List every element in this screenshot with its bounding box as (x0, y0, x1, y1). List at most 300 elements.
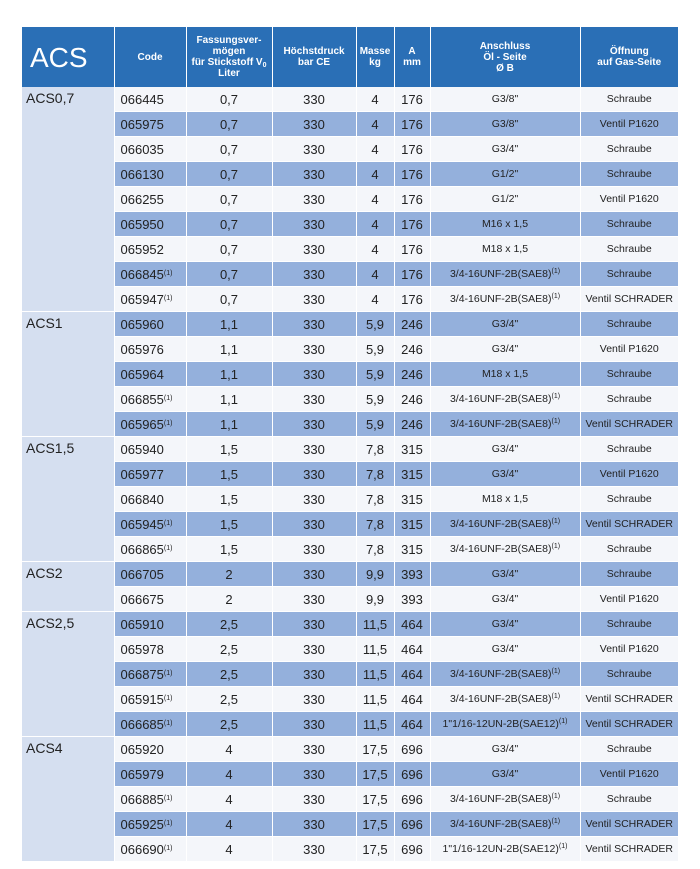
code-cell (114, 212, 186, 237)
volume-cell-text: 1,1 (219, 416, 239, 432)
table-body (22, 87, 678, 862)
pressure-cell (272, 662, 356, 687)
volume-cell (186, 312, 272, 337)
oil-connection-cell-text: G3/4" (491, 768, 519, 780)
a-dimension-cell (394, 337, 430, 362)
table-row (22, 312, 678, 337)
gas-opening-cell-text: Schraube (606, 793, 652, 805)
pressure-cell-text: 330 (303, 141, 325, 157)
oil-connection-cell-text: G3/4" (491, 618, 519, 630)
gas-opening-cell (580, 612, 678, 637)
mass-cell (356, 462, 394, 487)
oil-connection-cell (430, 287, 580, 312)
code-cell (114, 737, 186, 762)
footnote-marker: (1) (551, 543, 561, 550)
pressure-cell-text: 330 (303, 491, 325, 507)
volume-cell (186, 687, 272, 712)
code-cell (114, 312, 186, 337)
table-row (22, 837, 678, 862)
volume-cell-text: 0,7 (219, 91, 239, 107)
pressure-cell (272, 787, 356, 812)
gas-opening-cell (580, 162, 678, 187)
oil-connection-cell-text: 3/4-16UNF-2B(SAE8) (449, 268, 552, 280)
capacity-column-header (186, 27, 272, 87)
volume-cell-text: 0,7 (219, 116, 239, 132)
a-dimension-cell-text: 176 (401, 216, 423, 232)
oil-connection-cell-text: M18 x 1,5 (481, 368, 529, 380)
oil-connection-cell-text: G3/4" (491, 143, 519, 155)
oil-connection-cell-text: G1/2" (491, 168, 519, 180)
oil-connection-cell (430, 212, 580, 237)
a-dimension-cell-text: 464 (401, 666, 423, 682)
code-cell (114, 487, 186, 512)
volume-cell (186, 437, 272, 462)
mass-cell (356, 587, 394, 612)
code-cell-text: 065975 (120, 116, 164, 132)
oil-connection-cell-text: 3/4-16UNF-2B(SAE8) (449, 818, 552, 830)
code-cell (114, 387, 186, 412)
mass-cell (356, 287, 394, 312)
code-cell (114, 262, 186, 287)
volume-cell-text: 1,5 (219, 466, 239, 482)
oil-connection-cell-text: G3/4" (491, 568, 519, 580)
oil-connection-cell (430, 612, 580, 637)
table-row (22, 362, 678, 387)
a-dimension-cell (394, 712, 430, 737)
footnote-marker: (1) (551, 693, 561, 700)
volume-cell-text: 1,5 (219, 491, 239, 507)
oil-connection-cell-text: G3/8" (491, 93, 519, 105)
footnote-marker: (1) (551, 418, 561, 425)
volume-cell (186, 537, 272, 562)
footnote-marker: (1) (551, 293, 561, 300)
volume-cell-text: 4 (225, 841, 233, 857)
gas-opening-cell-text: Schraube (606, 668, 652, 680)
code-cell (114, 687, 186, 712)
volume-cell-text: 2,5 (219, 616, 239, 632)
volume-cell (186, 787, 272, 812)
pressure-cell-text: 330 (303, 766, 325, 782)
mass-cell (356, 87, 394, 112)
pressure-cell (272, 137, 356, 162)
volume-cell-text: 2,5 (219, 716, 239, 732)
mass-cell (356, 687, 394, 712)
volume-cell (186, 762, 272, 787)
code-cell-text: 066035 (120, 141, 164, 157)
a-dimension-cell-text: 696 (401, 791, 423, 807)
a-dimension-cell-text: 315 (401, 491, 423, 507)
mass-cell-text: 9,9 (365, 566, 385, 582)
gas-opening-cell-text: Schraube (606, 143, 652, 155)
a-dimension-cell-text: 176 (401, 141, 423, 157)
mass-cell-text: 17,5 (362, 741, 388, 757)
gas-opening-cell-text: Ventil P1620 (599, 118, 659, 130)
mass-cell (356, 562, 394, 587)
pressure-cell-text: 330 (303, 741, 325, 757)
mass-cell (356, 637, 394, 662)
footnote-marker: (1) (551, 668, 561, 675)
code-cell-text: 065920 (120, 741, 164, 757)
a-dimension-cell (394, 587, 430, 612)
table-row (22, 762, 678, 787)
table-row (22, 112, 678, 137)
oil-connection-cell (430, 587, 580, 612)
oil-connection-cell-text: M18 x 1,5 (481, 243, 529, 255)
gas-opening-cell-text: Ventil SCHRADER (585, 293, 674, 305)
volume-cell (186, 837, 272, 862)
mass-cell (356, 137, 394, 162)
code-cell (114, 837, 186, 862)
pressure-cell (272, 587, 356, 612)
gas-opening-cell-text: Ventil SCHRADER (585, 418, 674, 430)
volume-cell-text: 1,5 (219, 441, 239, 457)
pressure-header-line2: bar CE (297, 57, 331, 68)
volume-cell (186, 337, 272, 362)
code-cell-text: 066875 (120, 666, 164, 682)
table-row (22, 487, 678, 512)
code-cell (114, 787, 186, 812)
volume-cell-text: 0,7 (219, 266, 239, 282)
code-cell (114, 162, 186, 187)
pressure-cell (272, 362, 356, 387)
table-row (22, 337, 678, 362)
volume-cell (186, 712, 272, 737)
table-row (22, 262, 678, 287)
a-dimension-cell (394, 562, 430, 587)
volume-cell-text: 0,7 (219, 216, 239, 232)
code-cell (114, 362, 186, 387)
pressure-cell (272, 487, 356, 512)
table-row (22, 137, 678, 162)
pressure-cell (272, 612, 356, 637)
code-cell-text: 065976 (120, 341, 164, 357)
code-cell (114, 287, 186, 312)
mass-cell (356, 837, 394, 862)
mass-cell (356, 662, 394, 687)
pressure-cell (272, 712, 356, 737)
a-dimension-cell-text: 246 (401, 416, 423, 432)
volume-cell (186, 612, 272, 637)
a-dimension-cell (394, 237, 430, 262)
gas-opening-cell-text: Ventil P1620 (599, 468, 659, 480)
mass-cell-text: 17,5 (362, 816, 388, 832)
gas-opening-cell (580, 387, 678, 412)
a-dimension-cell-text: 176 (401, 191, 423, 207)
a-dimension-cell (394, 512, 430, 537)
mass-cell-text: 4 (371, 266, 379, 282)
footnote-marker: (1) (163, 844, 173, 852)
a-dimension-cell-text: 176 (401, 266, 423, 282)
pressure-cell (272, 462, 356, 487)
oil-connection-cell-text: G3/4" (491, 643, 519, 655)
footnote-marker: (1) (163, 544, 173, 552)
oil-connection-cell (430, 462, 580, 487)
pressure-cell (272, 162, 356, 187)
mass-cell (356, 712, 394, 737)
pressure-cell (272, 237, 356, 262)
oil-header-line3: Ø B (496, 62, 514, 74)
footnote-marker: (1) (163, 719, 173, 727)
series-label: ACS0,7 (22, 87, 114, 312)
table-row (22, 462, 678, 487)
gas-opening-cell (580, 562, 678, 587)
table-row (22, 537, 678, 562)
table-row (22, 687, 678, 712)
code-cell-text: 065940 (120, 441, 164, 457)
pressure-cell-text: 330 (303, 266, 325, 282)
mass-cell (356, 187, 394, 212)
code-cell-text: 066865 (120, 541, 164, 557)
gas-opening-cell (580, 637, 678, 662)
table-row (22, 387, 678, 412)
gas-opening-cell-text: Schraube (606, 743, 652, 755)
footnote-marker: (1) (163, 269, 173, 277)
oil-connection-cell-text: 3/4-16UNF-2B(SAE8) (449, 293, 552, 305)
oil-connection-cell-text: 3/4-16UNF-2B(SAE8) (449, 393, 552, 405)
gas-opening-cell (580, 687, 678, 712)
mass-cell-text: 5,9 (365, 316, 385, 332)
gas-opening-cell (580, 512, 678, 537)
spec-table-container (22, 27, 678, 862)
oil-connection-cell (430, 812, 580, 837)
gas-opening-cell (580, 762, 678, 787)
a-dimension-cell-text: 315 (401, 516, 423, 532)
pressure-cell (272, 187, 356, 212)
volume-cell (186, 737, 272, 762)
code-cell-text: 066885 (120, 791, 164, 807)
series-label: ACS4 (22, 737, 114, 862)
oil-connection-cell (430, 837, 580, 862)
table-row (22, 612, 678, 637)
mass-cell (356, 162, 394, 187)
gas-opening-cell-text: Schraube (606, 318, 652, 330)
oil-connection-cell (430, 787, 580, 812)
volume-cell (186, 662, 272, 687)
a-header-line2: mm (403, 57, 421, 68)
table-row (22, 212, 678, 237)
pressure-cell (272, 537, 356, 562)
pressure-cell-text: 330 (303, 416, 325, 432)
pressure-cell-text: 330 (303, 841, 325, 857)
pressure-cell (272, 812, 356, 837)
mass-cell-text: 4 (371, 191, 379, 207)
code-cell (114, 812, 186, 837)
code-cell-text: 066445 (120, 91, 164, 107)
footnote-marker: (1) (163, 294, 173, 302)
mass-cell (356, 262, 394, 287)
oil-connection-cell (430, 162, 580, 187)
volume-cell-text: 2 (225, 591, 233, 607)
oil-connection-cell (430, 687, 580, 712)
volume-cell-text: 1,1 (219, 316, 239, 332)
a-dimension-cell-text: 315 (401, 466, 423, 482)
pressure-cell (272, 212, 356, 237)
gas-opening-cell-text: Ventil P1620 (599, 343, 659, 355)
gas-opening-cell (580, 487, 678, 512)
gas-opening-cell (580, 362, 678, 387)
mass-cell (356, 437, 394, 462)
volume-cell-text: 1,5 (219, 541, 239, 557)
code-cell-text: 065950 (120, 216, 164, 232)
pressure-cell-text: 330 (303, 166, 325, 182)
pressure-cell-text: 330 (303, 566, 325, 582)
table-row (22, 737, 678, 762)
mass-cell-text: 4 (371, 116, 379, 132)
a-column-header (394, 27, 430, 87)
mass-cell-text: 17,5 (362, 766, 388, 782)
footnote-marker: (1) (163, 694, 173, 702)
code-cell (114, 237, 186, 262)
oil-connection-cell-text: G3/4" (491, 318, 519, 330)
code-cell (114, 662, 186, 687)
code-cell (114, 437, 186, 462)
code-cell (114, 462, 186, 487)
a-dimension-cell (394, 137, 430, 162)
table-row (22, 587, 678, 612)
volume-cell-text: 1,1 (219, 391, 239, 407)
code-cell-text: 065964 (120, 366, 164, 382)
table-row (22, 712, 678, 737)
header-row (22, 27, 678, 87)
mass-cell (356, 612, 394, 637)
code-cell-text: 065915 (120, 691, 164, 707)
pressure-cell-text: 330 (303, 666, 325, 682)
pressure-cell-text: 330 (303, 366, 325, 382)
code-cell (114, 137, 186, 162)
footnote-marker: (1) (558, 718, 568, 725)
gas-opening-cell (580, 287, 678, 312)
oil-connection-cell (430, 562, 580, 587)
gas-opening-cell-text: Schraube (606, 368, 652, 380)
oil-connection-cell-text: 3/4-16UNF-2B(SAE8) (449, 543, 552, 555)
table-row (22, 237, 678, 262)
code-cell-text: 066675 (120, 591, 164, 607)
gas-opening-cell (580, 262, 678, 287)
mass-cell-text: 5,9 (365, 416, 385, 432)
oil-connection-cell-text: G3/4" (491, 443, 519, 455)
a-dimension-cell (394, 312, 430, 337)
gas-opening-cell (580, 212, 678, 237)
a-dimension-cell (394, 362, 430, 387)
a-dimension-cell (394, 737, 430, 762)
oil-connection-cell (430, 387, 580, 412)
pressure-cell-text: 330 (303, 191, 325, 207)
gas-opening-cell (580, 787, 678, 812)
gas-opening-cell (580, 137, 678, 162)
pressure-header-line1: Höchstdruck (283, 46, 345, 57)
volume-cell-text: 2,5 (219, 691, 239, 707)
volume-cell-text: 4 (225, 741, 233, 757)
table-row (22, 562, 678, 587)
code-cell-text: 065977 (120, 466, 164, 482)
pressure-cell-text: 330 (303, 791, 325, 807)
volume-cell-text: 0,7 (219, 166, 239, 182)
oil-connection-cell (430, 637, 580, 662)
a-dimension-cell-text: 176 (401, 91, 423, 107)
code-cell-text: 065910 (120, 616, 164, 632)
series-label: ACS1 (22, 312, 114, 437)
pressure-cell-text: 330 (303, 241, 325, 257)
oil-connection-cell-text: G1/2" (491, 193, 519, 205)
a-dimension-cell-text: 464 (401, 716, 423, 732)
mass-cell-text: 11,5 (362, 641, 388, 657)
mass-cell (356, 812, 394, 837)
oil-connection-cell (430, 762, 580, 787)
oil-connection-cell-text: G3/4" (491, 343, 519, 355)
gas-opening-cell-text: Schraube (606, 168, 652, 180)
oil-connection-cell-text: G3/4" (491, 743, 519, 755)
oil-connection-cell-text: 3/4-16UNF-2B(SAE8) (449, 518, 552, 530)
capacity-header-line4: Liter (218, 68, 240, 79)
oil-connection-cell-text: 1"1/16-12UN-2B(SAE12) (442, 843, 559, 855)
pressure-cell (272, 412, 356, 437)
gas-opening-cell-text: Schraube (606, 268, 652, 280)
volume-cell-text: 1,5 (219, 516, 239, 532)
mass-cell-text: 5,9 (365, 391, 385, 407)
gas-opening-cell (580, 112, 678, 137)
oil-connection-column-header (430, 27, 580, 87)
pressure-cell-text: 330 (303, 641, 325, 657)
oil-connection-cell-text: 3/4-16UNF-2B(SAE8) (449, 793, 552, 805)
pressure-cell (272, 512, 356, 537)
mass-cell-text: 7,8 (365, 516, 385, 532)
gas-opening-cell (580, 412, 678, 437)
oil-connection-cell (430, 412, 580, 437)
pressure-cell (272, 687, 356, 712)
a-dimension-cell-text: 696 (401, 816, 423, 832)
footnote-marker: (1) (551, 393, 561, 400)
code-cell-text: 066845 (120, 266, 164, 282)
oil-connection-cell (430, 437, 580, 462)
mass-cell (356, 787, 394, 812)
code-cell-text: 065960 (120, 316, 164, 332)
gas-opening-cell-text: Schraube (606, 618, 652, 630)
a-dimension-cell (394, 837, 430, 862)
a-dimension-cell-text: 176 (401, 241, 423, 257)
code-cell (114, 112, 186, 137)
volume-cell-text: 0,7 (219, 191, 239, 207)
oil-header-line2: Öl - Seite (483, 51, 527, 63)
mass-cell-text: 11,5 (362, 691, 388, 707)
a-dimension-cell (394, 262, 430, 287)
footnote-marker: (1) (163, 669, 173, 677)
oil-connection-cell (430, 487, 580, 512)
volume-cell-text: 4 (225, 791, 233, 807)
a-dimension-cell-text: 464 (401, 691, 423, 707)
a-dimension-cell (394, 487, 430, 512)
code-header-label: Code (137, 51, 163, 63)
mass-cell-text: 7,8 (365, 541, 385, 557)
oil-connection-cell (430, 87, 580, 112)
a-dimension-cell-text: 176 (401, 116, 423, 132)
a-dimension-cell (394, 787, 430, 812)
volume-cell (186, 237, 272, 262)
a-dimension-cell (394, 287, 430, 312)
table-row (22, 412, 678, 437)
footnote-marker: (1) (163, 394, 173, 402)
mass-cell (356, 487, 394, 512)
mass-cell-text: 11,5 (362, 716, 388, 732)
pressure-cell (272, 387, 356, 412)
code-cell (114, 87, 186, 112)
oil-connection-cell-text: G3/4" (491, 593, 519, 605)
volume-cell (186, 487, 272, 512)
mass-header-line2: kg (369, 57, 381, 68)
volume-cell (186, 512, 272, 537)
volume-cell (186, 162, 272, 187)
pressure-cell (272, 112, 356, 137)
pressure-cell-text: 330 (303, 116, 325, 132)
